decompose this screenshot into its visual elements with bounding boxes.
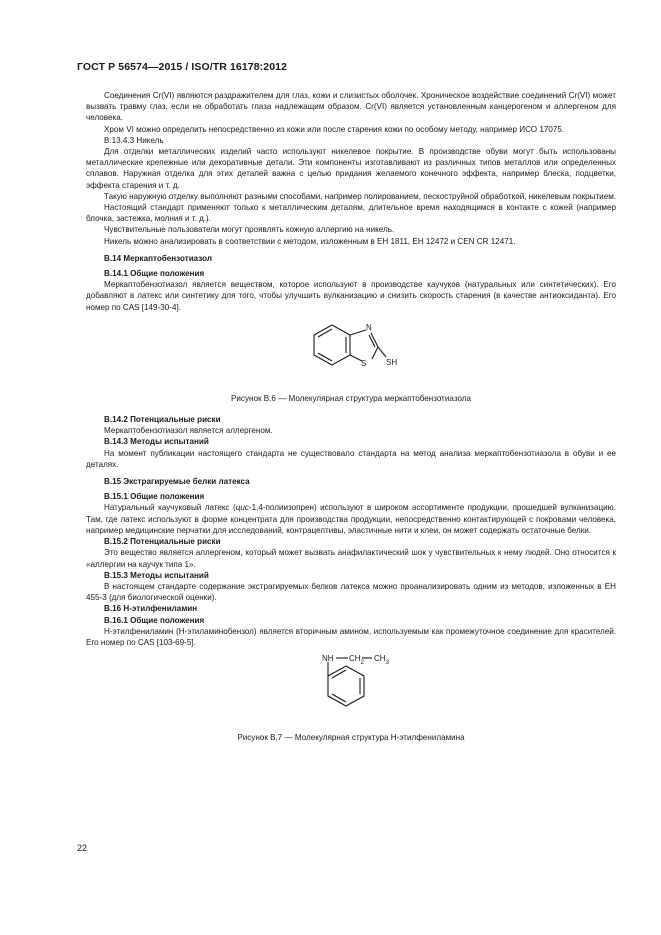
- figure-caption: Рисунок В.6 — Молекулярная структура меркаптобензотиазола: [230, 393, 471, 403]
- paragraph: Такую наружную отделку выполняют разными способами, например полированием, пескоструйной обработкой, никелевым покрытием.: [104, 191, 617, 201]
- page-content: [86, 90, 616, 743]
- atom-label-ch3: [374, 654, 390, 666]
- section-heading: В.16 Н-этилфениламин: [104, 604, 198, 614]
- text-run: Натуральный каучуковый латекс (: [104, 503, 236, 513]
- paragraph: В настоящем стандарте содержание экстрагируемых белков латекса можно проанализировать одним из методов, изложенных в ЕН 455-3 (для биологической оценки).: [86, 581, 616, 603]
- subsection-heading: В.15.1 Общие положения: [104, 492, 205, 502]
- paragraph: Настоящий стандарт применяют только к металлическим деталям, длительное время находящимся в контакте с кожей (например блочка, застежка, молния и т. д.).: [86, 203, 616, 224]
- molecule-structure-nep: [86, 648, 616, 732]
- subsection-heading: В.16.1 Общие положения: [104, 615, 205, 625]
- page-header: ГОСТ Р 56574—2015 / ISO/TR 16178:2012: [77, 61, 288, 73]
- paragraph: Меркаптобензотиазол является аллергеном.: [104, 426, 273, 436]
- atom-label-ch2: [349, 654, 365, 666]
- subsection-heading: В.14.3 Методы испытаний: [104, 437, 209, 447]
- page-number: 22: [77, 843, 88, 853]
- ch2-text: CH: [349, 654, 361, 664]
- paragraph: На момент публикации настоящего стандарта не существовало стандарта на метод анализа меркаптобензотиазола в обуви и ее деталях.: [86, 448, 616, 469]
- text-run: -1,4-полиизопрен) используют в широком ассортименте продукции, прошедшей вулканизацию. Там, где латекс используют в форме концентрата для производства продукции, непосредственно контактирующей с покровами человека, например медицинские перчатки для исследований, контрацептивы, эластичные нити и клеи, он может содержать остаточные белки.: [86, 503, 616, 535]
- paragraph: Хром VI можно определить непосредственно из кожи или после старения кожи по особому методу, например ИСО 17075.: [104, 124, 565, 134]
- text-run-italic: цис: [235, 503, 249, 513]
- paragraph: Для отделки металлических изделий часто используют никелевое покрытие. В производстве обуви могут быть использованы металлические крепежные или декоративные детали. Эти компоненты изготавливают из различных типов металлов или определенных сплавов. Наружная отделка для этих деталей важна с целью придания желаемого конечного эффекта, например блеска, подцветки, эффекта старения и т. д.: [86, 147, 616, 190]
- paragraph: Никель можно анализировать в соответствии с методом, изложенным в ЕН 1811, ЕН 12472 и CEN CR 12471.: [104, 236, 516, 246]
- paragraph: Это вещество является аллергеном, который может вызвать анафилактический шок у чувствительных к нему людей. Оно относится к «аллергии на каучук типа 1».: [86, 548, 616, 569]
- section-heading: В.14 Меркаптобензотиазол: [104, 253, 212, 263]
- ch3-subscript: 3: [385, 660, 389, 667]
- paragraph: Соединения Cr(VI) являются раздражителем для глаз, кожи и слизистых оболочек. Хроническое воздействие соединений Cr(VI) может вызвать травму глаз, если не обработать глаза надлежащим образом. Cr(VI) является установленным канцерогеном и аллергеном для человека.: [86, 91, 616, 123]
- subsection-heading: В.15.2 Потенциальные риски: [104, 537, 221, 547]
- paragraph: Меркаптобензотиазол является веществом, которое используют в производстве каучуков (натуральных или синтетических). Его добавляют в латекс или синтетику для того, чтобы улучшить вулканизацию и снизить скорость старения (в качестве антиоксиданта). Его номер по CAS [149-30-4].: [86, 280, 616, 312]
- subsection-heading: В.15.3 Методы испытаний: [104, 570, 209, 580]
- molecule-structure-mbt: [86, 313, 616, 393]
- subsection-title: В.13.4.3 Никель: [104, 135, 164, 145]
- figure-mercaptobenzothiazole: [86, 313, 616, 393]
- atom-label-nh: NH: [322, 654, 334, 664]
- section-heading: В.15 Экстрагируемые белки латекса: [104, 477, 250, 487]
- paragraph: [86, 502, 616, 536]
- atom-label-n: N: [366, 322, 372, 332]
- ch3-text: CH: [374, 654, 386, 664]
- figure-n-ethylphenylamine: [86, 648, 616, 732]
- figure-caption: Рисунок В.7 — Молекулярная структура Н-этилфениламина: [237, 733, 465, 743]
- atom-label-sh: SH: [386, 357, 398, 367]
- paragraph: Чувствительные пользователи могут проявлять кожную аллергию на никель.: [104, 225, 395, 235]
- paragraph: Н-этилфениламин (Н-этиламинобензол) является вторичным амином, используемым как промежуточное соединение для красителей. Его номер по CAS [103-69-5].: [86, 626, 616, 647]
- subsection-heading: В.14.1 Общие положения: [104, 269, 205, 279]
- subsection-heading: В.14.2 Потенциальные риски: [104, 415, 221, 425]
- atom-label-s: S: [361, 358, 367, 368]
- ch2-subscript: 2: [360, 660, 364, 667]
